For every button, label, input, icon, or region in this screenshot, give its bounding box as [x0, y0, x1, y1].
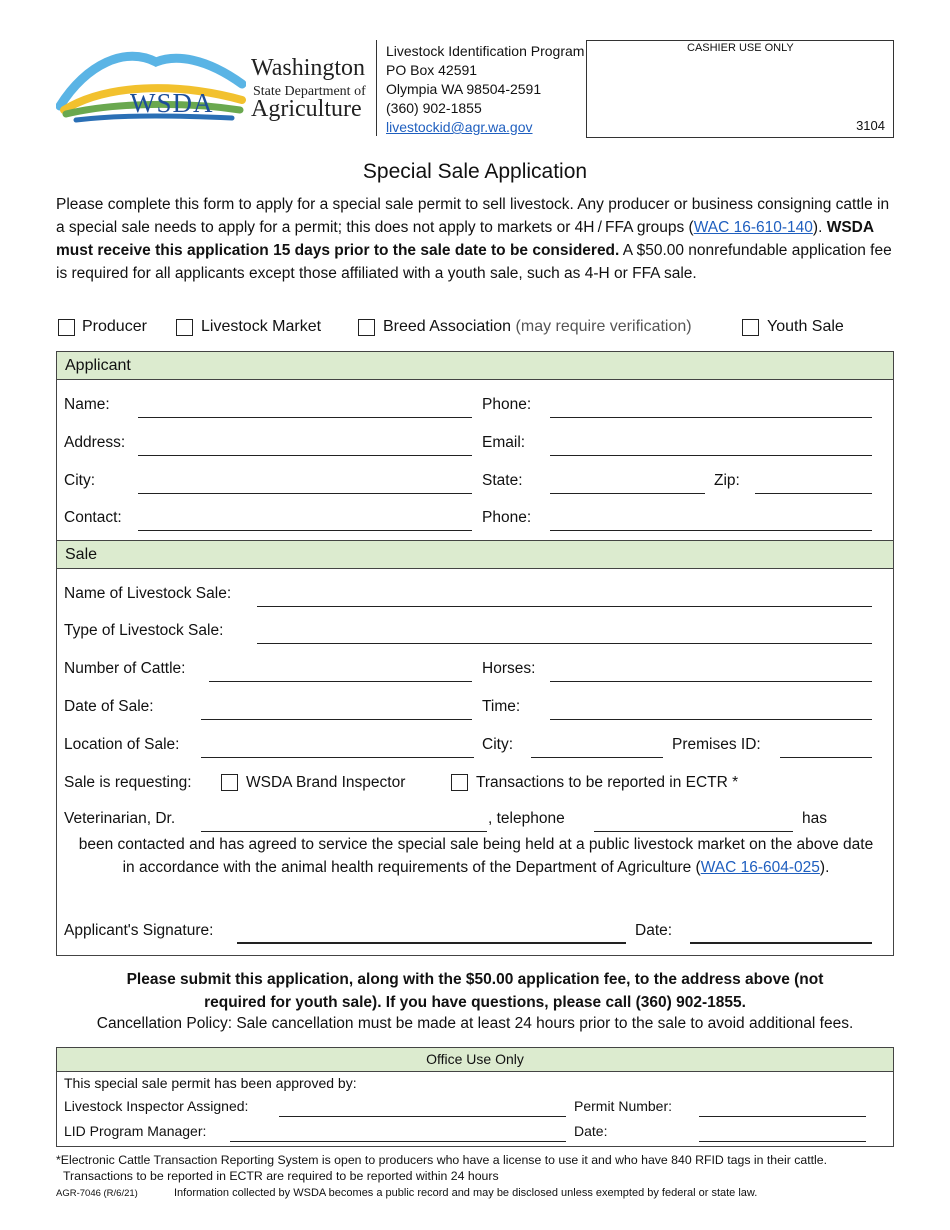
signature-date-input[interactable] — [690, 942, 872, 944]
office-date-label: Date: — [574, 1123, 608, 1139]
address-label: Address: — [64, 434, 126, 451]
intro-text-1: Please complete this form to apply for a special sale permit to sell livestock. Any producer or business consigning cattle in a special sale needs to apply for a permit; this does not apply to markets or 4H / FFA groups ( — [56, 196, 890, 236]
permit-number-label: Permit Number: — [574, 1098, 673, 1114]
ectr-label: Transactions to be reported in ECTR * — [476, 774, 739, 791]
contact-input[interactable] — [138, 530, 472, 531]
veterinarian-label: Veterinarian, Dr. — [64, 810, 176, 827]
brand-inspector-label: WSDA Brand Inspector — [246, 774, 406, 791]
ectr-footnote-2: Transactions to be reported in ECTR are required to be reported within 24 hours — [63, 1169, 499, 1183]
vet-agreement-text — [74, 834, 878, 879]
logo-wordmark: WSDA — [130, 88, 214, 118]
producer-checkbox[interactable] — [58, 319, 75, 336]
sale-time-input[interactable] — [550, 719, 872, 720]
cattle-count-input[interactable] — [209, 681, 472, 682]
city-label: City: — [64, 472, 95, 489]
producer-label: Producer — [82, 318, 147, 335]
sale-city-label: City: — [482, 736, 513, 753]
signature-label: Applicant's Signature: — [64, 922, 214, 939]
breed-association-text: Breed Association — [383, 318, 512, 335]
zip-label: Zip: — [714, 472, 740, 489]
applicant-heading: Applicant — [57, 352, 893, 380]
form-id: AGR-7046 (R/6/21) — [56, 1188, 138, 1199]
name-input[interactable] — [138, 417, 472, 418]
sale-heading: Sale — [57, 541, 893, 569]
phone-input[interactable] — [550, 417, 872, 418]
intro-paragraph — [56, 193, 898, 285]
inspector-assigned-label: Livestock Inspector Assigned: — [64, 1098, 249, 1114]
ectr-checkbox[interactable] — [451, 774, 468, 791]
contact-phone-label: Phone: — [482, 509, 532, 526]
brand-inspector-checkbox[interactable] — [221, 774, 238, 791]
sale-type-input[interactable] — [257, 643, 872, 644]
breed-association-label — [383, 318, 692, 336]
email-input[interactable] — [550, 455, 872, 456]
address-input[interactable] — [138, 455, 472, 456]
intro-text-2: ). — [812, 219, 827, 236]
veterinarian-input[interactable] — [201, 831, 487, 832]
horses-input[interactable] — [550, 681, 872, 682]
premises-id-label: Premises ID: — [672, 736, 761, 753]
sale-city-input[interactable] — [531, 757, 663, 758]
ectr-footnote-1: *Electronic Cattle Transaction Reporting System is open to producers who have a license to use it and who have 840 RFID tags in their cattle. — [56, 1153, 828, 1167]
youth-sale-label: Youth Sale — [767, 318, 844, 335]
intro-text-3: A $50.00 nonrefundable application fee is required for all applicants except those affiliated with a youth sale, such as 4-H or FFA sale. — [56, 242, 892, 282]
vet-agreement-body: been contacted and has agreed to service the special sale being held at a public livestock market on the above date in accordance with the animal health requirements of the Department of Agriculture ( — [78, 836, 874, 876]
horses-label: Horses: — [482, 660, 536, 677]
vet-telephone-input[interactable] — [594, 831, 793, 832]
sale-name-input[interactable] — [257, 606, 872, 607]
sale-location-input[interactable] — [201, 757, 474, 758]
program-email-link[interactable]: livestockid@agr.wa.gov — [386, 119, 533, 135]
applicant-section — [56, 351, 894, 541]
program-manager-input[interactable] — [230, 1141, 566, 1142]
sale-requesting-label: Sale is requesting: — [64, 774, 192, 791]
state-input[interactable] — [550, 493, 705, 494]
cattle-count-label: Number of Cattle: — [64, 660, 186, 677]
sale-name-label: Name of Livestock Sale: — [64, 585, 232, 602]
org-name-line-2: State Department of — [253, 84, 366, 99]
program-address — [386, 42, 584, 137]
wsda-logo — [56, 44, 246, 128]
cancellation-policy: Cancellation Policy: Sale cancellation must be made at least 24 hours prior to the sale to avoid additional fees. — [96, 1015, 854, 1032]
signature-date-label: Date: — [635, 922, 673, 939]
permit-number-input[interactable] — [699, 1116, 866, 1117]
program-phone: (360) 902-1855 — [386, 100, 482, 116]
wac-604-link[interactable]: WAC 16-604-025 — [700, 858, 820, 876]
contact-phone-input[interactable] — [550, 530, 872, 531]
city-input[interactable] — [138, 493, 472, 494]
public-record-disclaimer: Information collected by WSDA becomes a public record and may be disclosed unless exempted by federal or state law. — [174, 1187, 758, 1199]
approved-by-label: This special sale permit has been approved by: — [64, 1075, 357, 1091]
premises-id-input[interactable] — [780, 757, 872, 758]
phone-label: Phone: — [482, 396, 532, 413]
inspector-assigned-input[interactable] — [279, 1116, 566, 1117]
page-title: Special Sale Application — [362, 160, 588, 183]
contact-label: Contact: — [64, 509, 122, 526]
sale-location-label: Location of Sale: — [64, 736, 180, 753]
vet-has-label: has — [802, 810, 827, 827]
vet-agreement-end: ). — [819, 858, 830, 876]
youth-sale-checkbox[interactable] — [742, 319, 759, 336]
sale-date-input[interactable] — [201, 719, 472, 720]
name-label: Name: — [64, 396, 110, 413]
program-manager-label: LID Program Manager: — [64, 1123, 207, 1139]
cashier-box — [586, 40, 894, 138]
intro-deadline: WSDA must receive this application 15 days prior to the sale date to be considered. — [56, 219, 874, 259]
office-use-heading: Office Use Only — [57, 1048, 893, 1072]
org-name-line-3: Agriculture — [251, 96, 362, 122]
org-name-line-1: Washington — [251, 55, 366, 81]
sale-date-label: Date of Sale: — [64, 698, 154, 715]
email-label: Email: — [482, 434, 526, 451]
sale-time-label: Time: — [482, 698, 521, 715]
breed-association-checkbox[interactable] — [358, 319, 375, 336]
sale-type-label: Type of Livestock Sale: — [64, 622, 224, 639]
livestock-market-label: Livestock Market — [201, 318, 322, 335]
program-name: Livestock Identification Program — [386, 43, 585, 59]
livestock-market-checkbox[interactable] — [176, 319, 193, 336]
zip-input[interactable] — [755, 493, 872, 494]
state-label: State: — [482, 472, 523, 489]
vet-telephone-label: , telephone — [488, 810, 565, 827]
cashier-label: CASHIER USE ONLY — [687, 42, 794, 54]
po-box: PO Box 42591 — [386, 62, 478, 78]
city-zip: Olympia WA 98504-2591 — [386, 81, 542, 97]
signature-input[interactable] — [237, 942, 626, 944]
breed-association-note: (may require verification) — [515, 318, 692, 335]
submit-instructions: Please submit this application, along with the $50.00 application fee, to the address above (not required for youth sale). If you have questions, please call (360) 902-1855. — [126, 971, 824, 1011]
office-date-input[interactable] — [699, 1141, 866, 1142]
header-divider — [376, 40, 377, 136]
wac-610-link[interactable]: WAC 16-610-140 — [693, 219, 813, 236]
cashier-code: 3104 — [856, 118, 885, 133]
